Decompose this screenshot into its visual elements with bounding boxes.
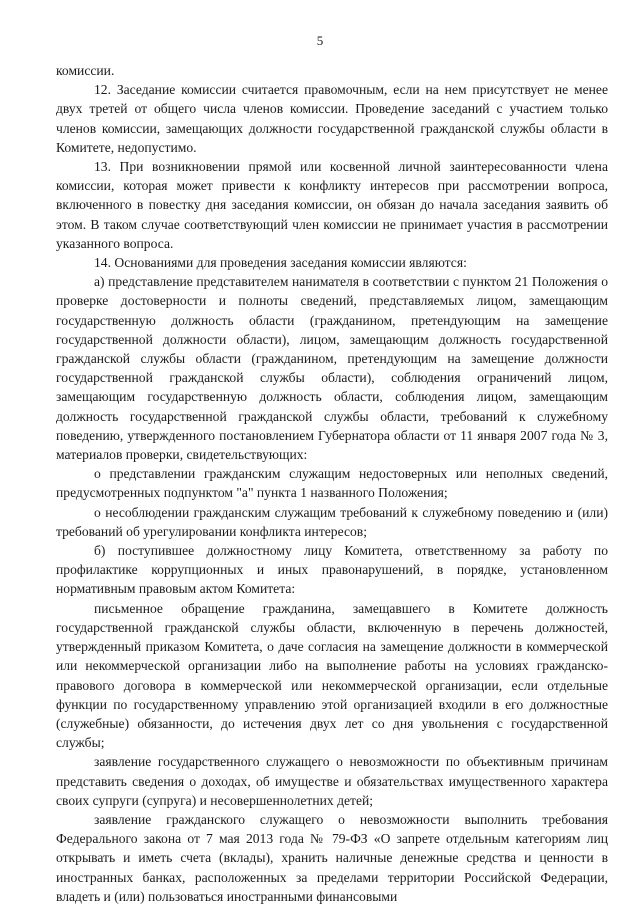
paragraph-13-conflict-of-interest: 13. При возникновении прямой или косвенной личной заинтересованности члена комиссии, которая может привести к конфликту интересов при рассмотрении вопроса, включенного в повестку дня заседания комиссии, он обязан до начала заседания заявить об этом. В таком случае соответствующий член комиссии не принимает участия в рассмотрении указанного вопроса. [56,159,608,251]
paragraph-14-grounds: 14. Основаниями для проведения заседания комиссии являются: [94,255,467,271]
paragraph-12-quorum: 12. Заседание комиссии считается правомочным, если на нем присутствует не менее двух третей от общего числа членов комиссии. Проведение заседаний с участием только членов комиссии, замещающих должности государственной гражданской службы области в Комитете, недопустимо. [56,82,608,155]
document-body [56,61,608,906]
paragraph-14b-item-1: письменное обращение гражданина, замещавшего в Комитете должность государственной гражданской службы области, включенную в перечень должностей, утвержденный приказом Комитета, о даче согласия на замещение должности в коммерческой или некоммерческой организации либо на выполнение работы на условиях гражданско-правового договора в коммерческой или некоммерческой организации, если отдельные функции по государственному управлению этой организацией входили в его должностные (служебные) обязанности, до истечения двух лет со дня увольнения с государственной службы; [56,600,608,751]
page-number: 5 [316,33,324,48]
paragraph-continuation: комиссии. [56,63,115,78]
paragraph-14b-item-3: заявление гражданского служащего о невозможности выполнить требования Федерального закона от 7 мая 2013 года № 79-ФЗ «О запрете отдельным категориям лиц открывать и иметь счета (вклады), хранить наличные денежные средства и ценности в иностранных банках, расположенных за пределами территории Российской Федерации, владеть и (или) пользоваться иностранными финансовыми [56,811,608,904]
paragraph-14b-item-2: заявление государственного служащего о невозможности по объективным причинам представить сведения о доходах, об имуществе и обязательствах имущественного характера своих супруги (супруга) и несовершеннолетних детей; [56,754,608,808]
paragraph-14a-item-2: о несоблюдении гражданским служащим требований к служебному поведению и (или) требований об урегулировании конфликта интересов; [56,504,608,539]
paragraph-14a-item-1: о представлении гражданским служащим недостоверных или неполных сведений, предусмотренных подпунктом "а" пункта 1 названного Положения; [56,466,608,501]
paragraph-14b: б) поступившее должностному лицу Комитета, ответственному за работу по профилактике коррупционных и иных правонарушений, в порядке, установленном нормативным правовым актом Комитета: [56,543,608,597]
paragraph-14a: а) представление представителем нанимателя в соответствии с пунктом 21 Положения о проверке достоверности и полноты сведений, представляемых лицом, замещающим государственную должность области (гражданином, претендующим на замещение государственной должности области), лицом, замещающим должность государственной гражданской службы области (гражданином, претендующим на замещение должности государственной гражданской службы области), соблюдения ограничений лицом, замещающим государственную должность области, соблюдения лицом, замещающим должность государственной гражданской службы области, требований к служебному поведению, утвержденного постановлением Губернатора области от 11 января 2007 года № 3, материалов проверки, свидетельствующих: [56,274,608,463]
